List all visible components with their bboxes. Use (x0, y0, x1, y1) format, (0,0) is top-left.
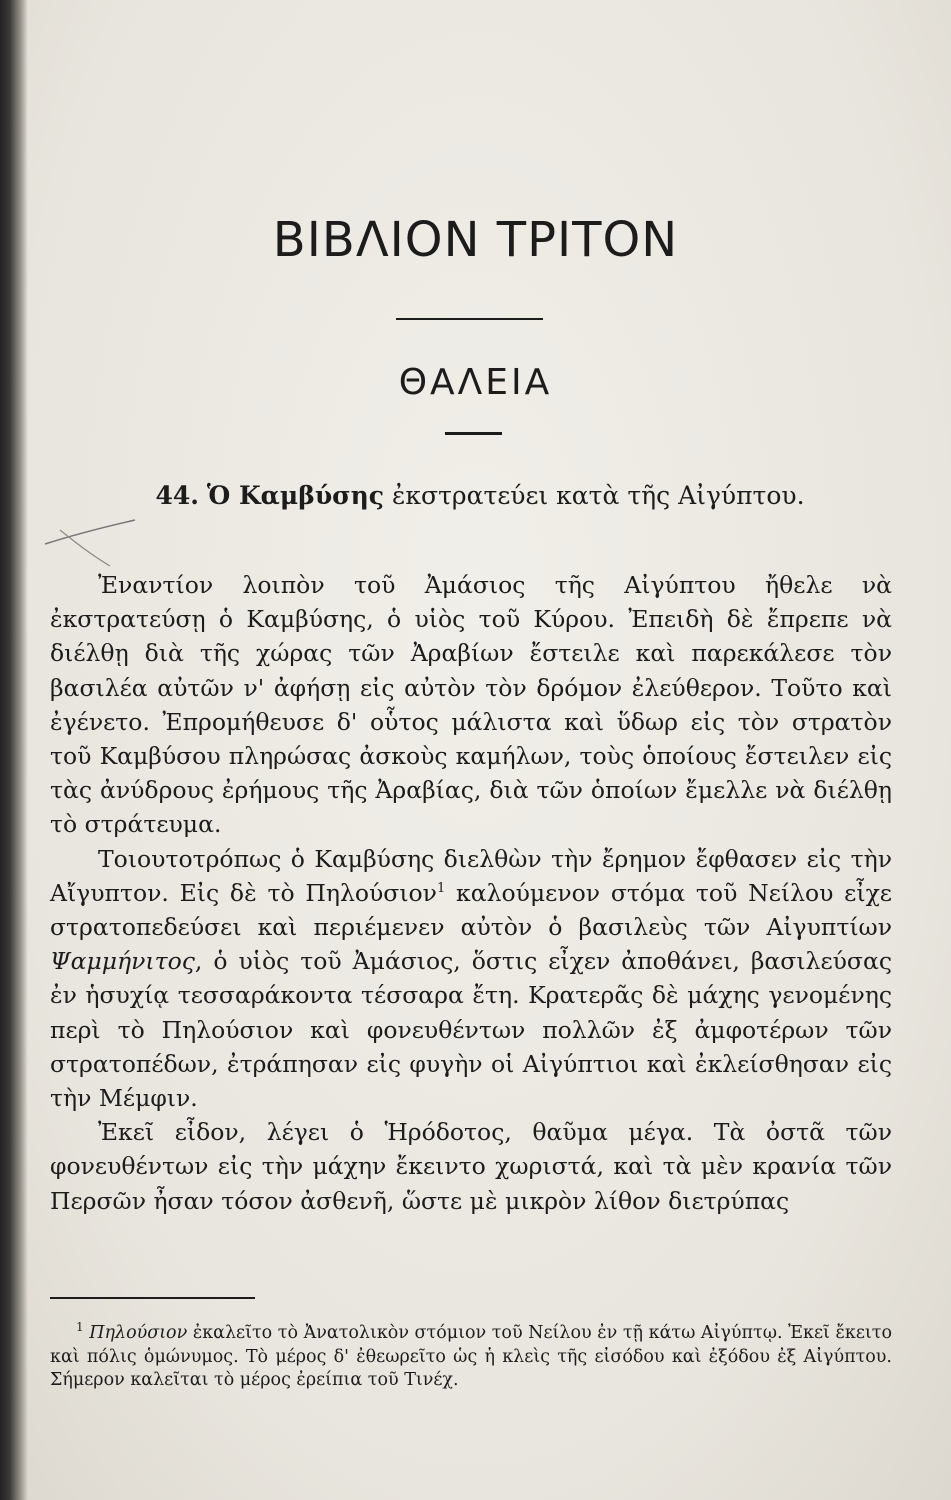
section-heading (130, 475, 830, 517)
paragraph-2-part-b: καλούμενον στόμα τοῦ Νείλου εἶχε στρατοπεδεύσει καὶ περιέμενεν αὐτὸν ὁ βασιλεὺς τῶν Αἰγυπτίων (50, 878, 892, 942)
paragraph-2-part-c: , ὁ υἱὸς τοῦ Ἀμάσιος, ὅστις εἶχεν ἀποθάνει, βασιλεύσας ἐν ἡσυχίᾳ τεσσαράκοντα τέσσαρα ἔτη. Κρατερᾶς δὲ μάχης γενομένης περὶ τὸ Πηλούσιον καὶ φονευθέντων πολλῶν ἐξ ἀμφοτέρων τῶν στρατοπέδων, ἐτράπησαν εἰς φυγὴν οἱ Αἰγύπτιοι καὶ ἐκλείσθησαν εἰς τὴν Μέμφιν. (50, 947, 892, 1113)
footnote-divider (50, 1297, 255, 1299)
book-title: ΒΙΒΛΙΟΝ ΤΡΙΤΟΝ (272, 212, 679, 268)
title-divider (396, 318, 543, 320)
body-text (50, 568, 892, 1218)
footnote-term: Πηλούσιον (89, 1323, 188, 1343)
footnote (50, 1322, 892, 1393)
part-divider (445, 432, 502, 435)
section-heading-lead: Ὁ Καμβύσης (206, 481, 385, 510)
king-name: Ψαμμήνιτος (50, 947, 195, 976)
paragraph-1: Ἐναντίον λοιπὸν τοῦ Ἀμάσιος τῆς Αἰγύπτου ἤθελε νὰ ἐκστρατεύσῃ ὁ Καμβύσης, ὁ υἱὸς τοῦ Κύρου. Ἐπειδὴ δὲ ἔπρεπε νὰ διέλθῃ διὰ τῆς χώρας τῶν Ἀραβίων ἔστειλε καὶ παρεκάλεσε τὸν βασιλέα αὐτῶν ν' ἀφήσῃ εἰς αὐτὸν τὸν δρόμον ἐλεύθερον. Τοῦτο καὶ ἐγένετο. Ἐπρομήθευσε δ' οὗτος μάλιστα καὶ ὕδωρ εἰς τὸν στρατὸν τοῦ Καμβύσου πληρώσας ἀσκοὺς καμήλων, τοὺς ὁποίους ἔστειλεν εἰς τὰς ἀνύδρους ἐρήμους τῆς Ἀραβίας, διὰ τῶν ὁποίων ἔμελλε νὰ διέλθῃ τὸ στράτευμα. (50, 571, 892, 839)
footnote-reference[interactable]: 1 (436, 881, 446, 896)
footnote-paragraph (50, 1322, 892, 1393)
paragraph-2-part-a: Τοιουτοτρόπως ὁ Καμβύσης διελθὼν τὴν ἔρημον ἔφθασεν εἰς τὴν Αἴγυπτον. Εἰς δὲ τὸ Πηλούσιον (50, 844, 892, 907)
pencil-mark (40, 510, 140, 570)
section-number: 44. (155, 481, 199, 510)
footnote-text: ἐκαλεῖτο τὸ Ἀνατολικὸν στόμιον τοῦ Νείλου ἐν τῇ κάτω Αἰγύπτῳ. Ἐκεῖ ἔκειτο καὶ πόλις ὁμώνυμος. Τὸ μέρος δ' ἐθεωρεῖτο ὡς ἡ κλεὶς τῆς εἰσόδου καὶ ἐξόδου ἐξ Αἰγύπτου. Σήμερον καλεῖται τὸ μέρος ἐρείπια τοῦ Τινέχ. (50, 1323, 892, 1390)
part-title: ΘΑΛΕΙΑ (398, 362, 553, 403)
footnote-number: 1 (76, 1320, 84, 1335)
section-heading-rest: ἐκστρατεύει κατὰ τῆς Αἰγύπτου. (391, 481, 805, 510)
paragraph-3: Ἐκεῖ εἶδον, λέγει ὁ Ἡρόδοτος, θαῦμα μέγα. Τὰ ὀστᾶ τῶν φονευθέντων εἰς τὴν μάχην ἔκειντο χωριστά, καὶ τὰ μὲν κρανία τῶν Περσῶν ἦσαν τόσον ἀσθενῆ, ὥστε μὲ μικρὸν λίθον διετρύπας (50, 1118, 892, 1215)
paragraph-2 (50, 842, 892, 1116)
